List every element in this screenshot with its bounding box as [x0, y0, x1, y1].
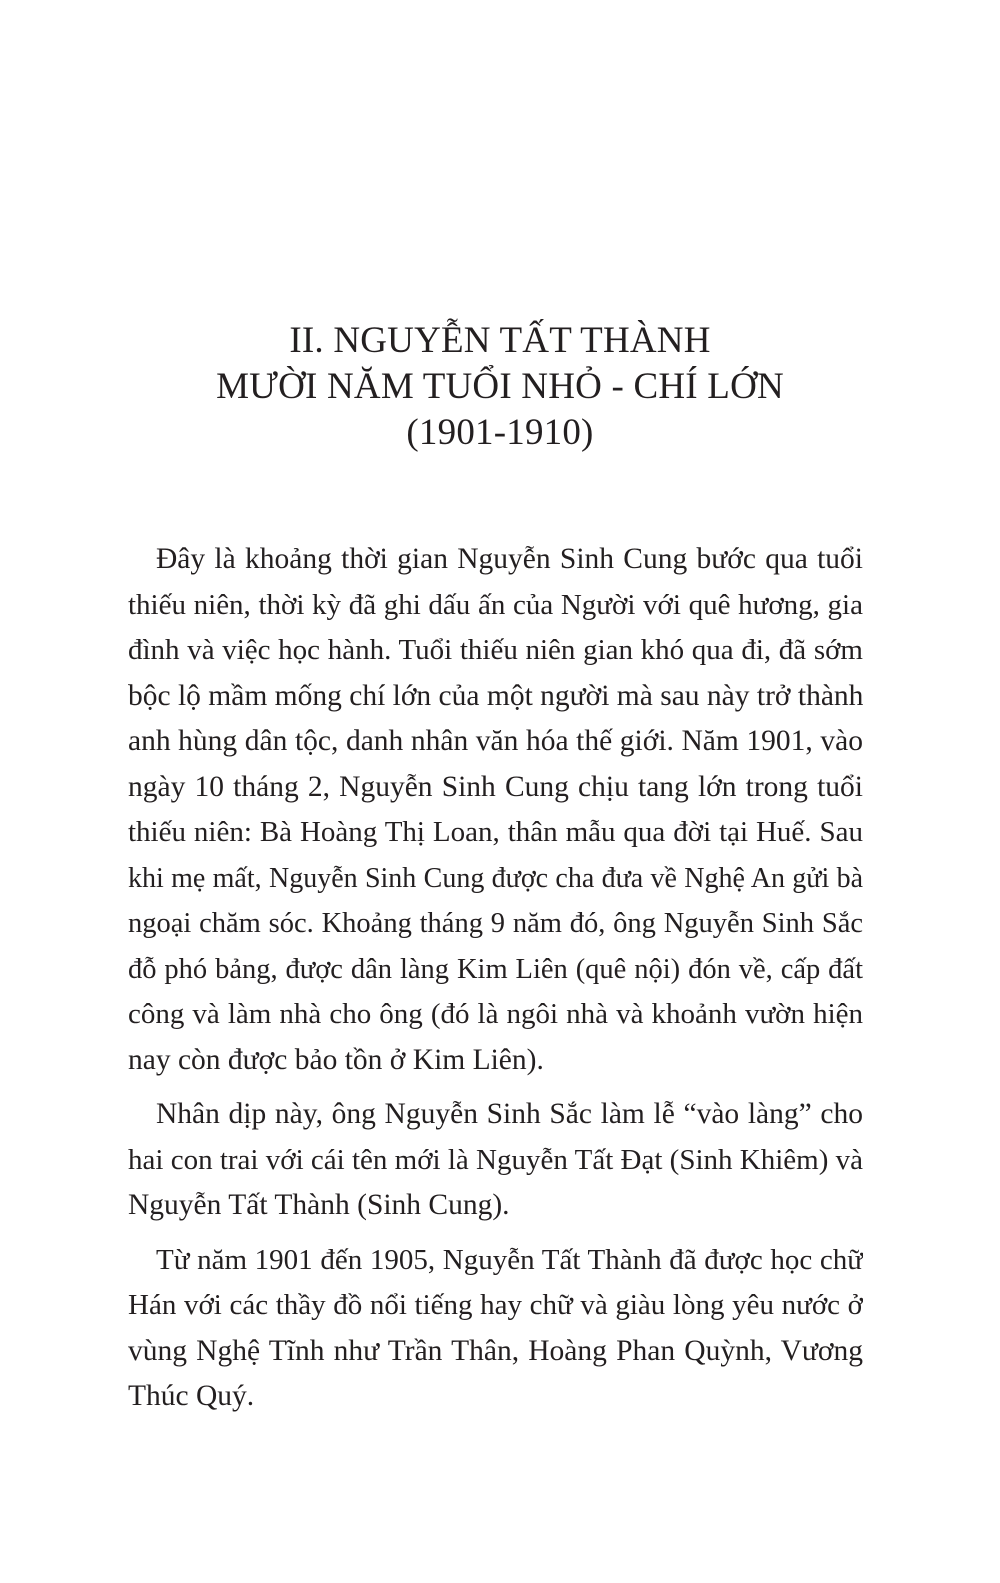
text-line: công và làm nhà cho ông (đó là ngôi nhà và khoảnh vườn hiện	[128, 998, 863, 1030]
text-line: Hán với các thầy đồ nổi tiếng hay chữ và giàu lòng yêu nước ở	[128, 1289, 863, 1321]
chapter-title	[0, 318, 1000, 456]
text-line: Thúc Quý.	[128, 1380, 255, 1412]
text-line: bộc lộ mầm mống chí lớn của một người mà sau này trở thành	[128, 679, 863, 712]
text-line: đình và việc học hành. Tuổi thiếu niên gian khó qua đi, đã sớm	[128, 634, 863, 666]
chapter-subtitle-line: MƯỜI NĂM TUỔI NHỎ - CHÍ LỚN	[216, 366, 784, 407]
paragraph-2	[128, 1092, 863, 1229]
text-line: thiếu niên: Bà Hoàng Thị Loan, thân mẫu qua đời tại Huế. Sau	[128, 816, 863, 848]
text-line: Đây là khoảng thời gian Nguyễn Sinh Cung bước qua tuổi	[156, 543, 863, 575]
text-line: Nguyễn Tất Thành (Sinh Cung).	[128, 1189, 510, 1221]
body-text	[128, 537, 863, 1420]
text-line: hai con trai với cái tên mới là Nguyễn Tất Đạt (Sinh Khiêm) và	[128, 1143, 863, 1176]
paragraph-3	[128, 1238, 863, 1420]
text-line: đỗ phó bảng, được dân làng Kim Liên (quê nội) đón về, cấp đất	[128, 953, 863, 985]
text-line: thiếu niên, thời kỳ đã ghi dấu ấn của Người với quê hương, gia	[128, 588, 863, 621]
chapter-title-line: II. NGUYỄN TẤT THÀNH	[289, 320, 711, 361]
text-line: nay còn được bảo tồn ở Kim Liên).	[128, 1043, 544, 1076]
text-line: ngày 10 tháng 2, Nguyễn Sinh Cung chịu tang lớn trong tuổi	[128, 770, 863, 803]
text-line: Từ năm 1901 đến 1905, Nguyễn Tất Thành đã được học chữ	[156, 1243, 863, 1276]
text-line: vùng Nghệ Tĩnh như Trần Thân, Hoàng Phan Quỳnh, Vương	[128, 1334, 863, 1367]
text-line: khi mẹ mất, Nguyễn Sinh Cung được cha đưa về Nghệ An gửi bà	[128, 862, 863, 894]
text-line: ngoại chăm sóc. Khoảng tháng 9 năm đó, ông Nguyễn Sinh Sắc	[128, 908, 863, 939]
chapter-years-line: (1901-1910)	[406, 412, 594, 453]
text-line: anh hùng dân tộc, danh nhân văn hóa thế giới. Năm 1901, vào	[128, 725, 863, 757]
paragraph-1	[128, 537, 863, 1083]
text-line: Nhân dịp này, ông Nguyễn Sinh Sắc làm lễ “vào làng” cho	[156, 1098, 863, 1130]
